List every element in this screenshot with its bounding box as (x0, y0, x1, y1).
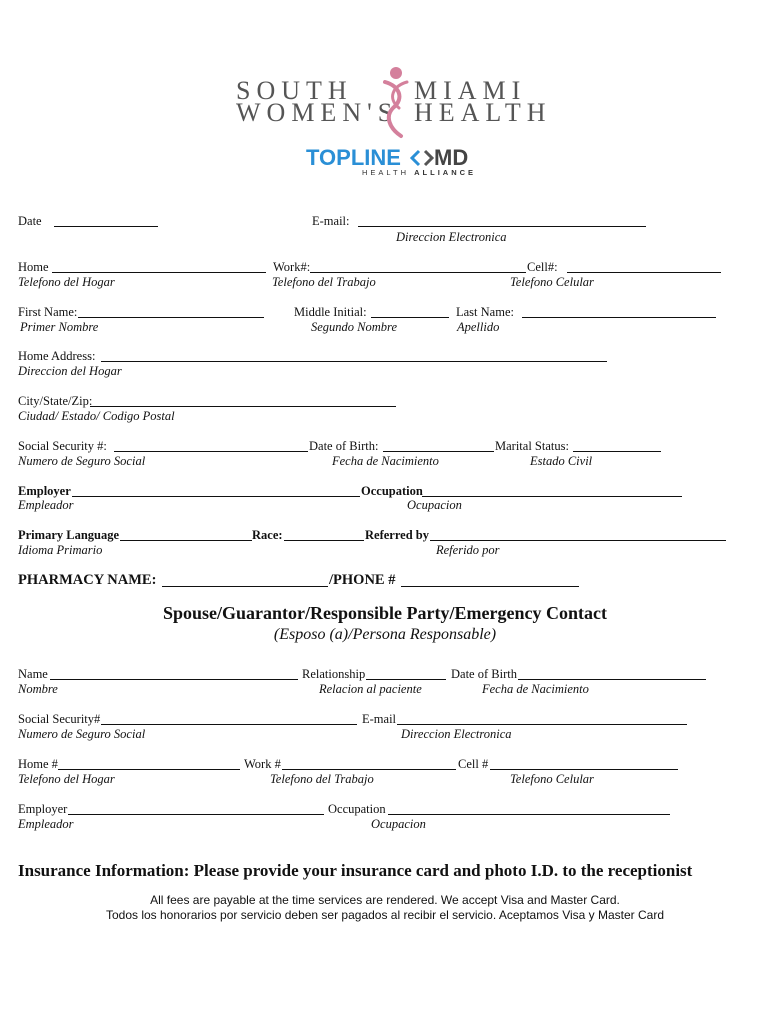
spouse-name-label: Name (18, 667, 48, 681)
logo-health-alliance: HEALTH ALLIANCE (362, 168, 477, 177)
ssn-field[interactable] (114, 439, 308, 452)
first-name-label: First Name: (18, 305, 78, 319)
logo-health: HEALTH (414, 98, 552, 127)
spouse-home-label: Home # (18, 757, 58, 771)
logo-south: SOUTH (236, 76, 353, 105)
occupation-sub: Ocupacion (407, 498, 462, 512)
city-sub: Ciudad/ Estado/ Codigo Postal (18, 409, 175, 423)
fees-english: All fees are payable at the time services are rendered. We accept Visa and Master Card. (150, 893, 620, 907)
occupation-label: Occupation (361, 484, 423, 498)
logo-womens: WOMEN'S (236, 98, 399, 127)
referred-field[interactable] (430, 528, 726, 541)
spouse-title: Spouse/Guarantor/Responsible Party/Emergency Contact (163, 603, 607, 623)
logo-miami: MIAMI (414, 76, 527, 105)
email-label: E-mail: (312, 214, 350, 228)
home-address-sub: Direccion del Hogar (18, 364, 122, 378)
spouse-home-sub: Telefono del Hogar (18, 772, 115, 786)
work-field[interactable] (310, 260, 526, 273)
pharmacy-phone-label: /PHONE # (329, 572, 396, 588)
spouse-employer-field[interactable] (68, 802, 324, 815)
spouse-dob-label: Date of Birth (451, 667, 517, 681)
fees-spanish: Todos los honorarios por servicio deben ser pagados al recibir el servicio. Aceptamos Visa y Master Card (105, 908, 665, 922)
race-field[interactable] (284, 528, 364, 541)
ssn-sub: Numero de Seguro Social (18, 454, 146, 468)
referred-sub: Referido por (436, 543, 500, 557)
spouse-ssn-field[interactable] (101, 712, 357, 725)
spouse-ssn-label: Social Security# (18, 712, 101, 726)
language-label: Primary Language (18, 528, 120, 542)
insurance-heading: Insurance Information: Please provide your insurance card and photo I.D. to the receptionist (18, 861, 693, 880)
spouse-work-label: Work # (244, 757, 281, 771)
email-sub: Direccion Electronica (396, 230, 507, 244)
spouse-relationship-field[interactable] (366, 667, 446, 680)
pharmacy-label: PHARMACY NAME: (18, 572, 157, 588)
logo-topline: TOPLINE (306, 145, 401, 170)
woman-figure-icon (379, 64, 413, 140)
last-name-label: Last Name: (456, 305, 514, 319)
spouse-occupation-label: Occupation (328, 802, 386, 816)
home-address-label: Home Address: (18, 349, 96, 363)
work-label: Work#: (273, 260, 311, 274)
pharmacy-phone-field[interactable] (401, 572, 579, 587)
spouse-subtitle: (Esposo (a)/Persona Responsable) (273, 626, 497, 643)
pharmacy-field[interactable] (162, 572, 328, 587)
work-sub: Telefono del Trabajo (272, 275, 376, 289)
spouse-home-field[interactable] (58, 757, 240, 770)
spouse-email-field[interactable] (397, 712, 687, 725)
spouse-relationship-label: Relationship (302, 667, 366, 681)
spouse-dob-field[interactable] (518, 667, 706, 680)
marital-field[interactable] (573, 439, 661, 452)
spouse-dob-sub: Fecha de Nacimiento (482, 682, 589, 696)
first-name-field[interactable] (78, 305, 264, 318)
spouse-cell-sub: Telefono Celular (510, 772, 594, 786)
employer-field[interactable] (72, 484, 360, 497)
referred-label: Referred by (365, 528, 429, 542)
date-label: Date (18, 214, 42, 228)
occupation-field[interactable] (422, 484, 682, 497)
spouse-work-field[interactable] (282, 757, 456, 770)
spouse-cell-label: Cell # (458, 757, 489, 771)
city-label: City/State/Zip: (18, 394, 93, 408)
spouse-name-field[interactable] (50, 667, 298, 680)
cell-sub: Telefono Celular (510, 275, 594, 289)
last-name-sub: Apellido (457, 320, 500, 334)
home-field[interactable] (52, 260, 266, 273)
spouse-name-sub: Nombre (18, 682, 58, 696)
spouse-cell-field[interactable] (490, 757, 678, 770)
first-name-sub: Primer Nombre (20, 320, 99, 334)
home-label: Home (18, 260, 49, 274)
middle-initial-label: Middle Initial: (294, 305, 367, 319)
email-field[interactable] (358, 214, 646, 227)
spouse-work-sub: Telefono del Trabajo (270, 772, 374, 786)
middle-initial-sub: Segundo Nombre (311, 320, 397, 334)
spouse-employer-sub: Empleador (18, 817, 74, 831)
last-name-field[interactable] (522, 305, 716, 318)
city-field[interactable] (90, 394, 396, 407)
middle-initial-field[interactable] (371, 305, 449, 318)
chevron-pair-icon (410, 149, 434, 167)
spouse-employer-label: Employer (18, 802, 68, 816)
date-field[interactable] (54, 214, 158, 227)
home-sub: Telefono del Hogar (18, 275, 115, 289)
spouse-ssn-sub: Numero de Seguro Social (18, 727, 146, 741)
language-sub: Idioma Primario (18, 543, 103, 557)
spouse-email-label: E-mail (362, 712, 397, 726)
home-address-field[interactable] (101, 349, 607, 362)
logo-md: MD (434, 145, 469, 170)
cell-label: Cell#: (527, 260, 558, 274)
dob-sub: Fecha de Nacimiento (332, 454, 439, 468)
language-field[interactable] (120, 528, 252, 541)
ssn-label: Social Security #: (18, 439, 107, 453)
marital-sub: Estado Civil (530, 454, 593, 468)
spouse-occupation-field[interactable] (388, 802, 670, 815)
spouse-email-sub: Direccion Electronica (401, 727, 512, 741)
dob-field[interactable] (383, 439, 494, 452)
race-label: Race: (252, 528, 283, 542)
cell-field[interactable] (567, 260, 721, 273)
spouse-relationship-sub: Relacion al paciente (319, 682, 422, 696)
dob-label: Date of Birth: (309, 439, 379, 453)
marital-label: Marital Status: (495, 439, 569, 453)
employer-sub: Empleador (18, 498, 74, 512)
spouse-occupation-sub: Ocupacion (371, 817, 426, 831)
employer-label: Employer (18, 484, 71, 498)
